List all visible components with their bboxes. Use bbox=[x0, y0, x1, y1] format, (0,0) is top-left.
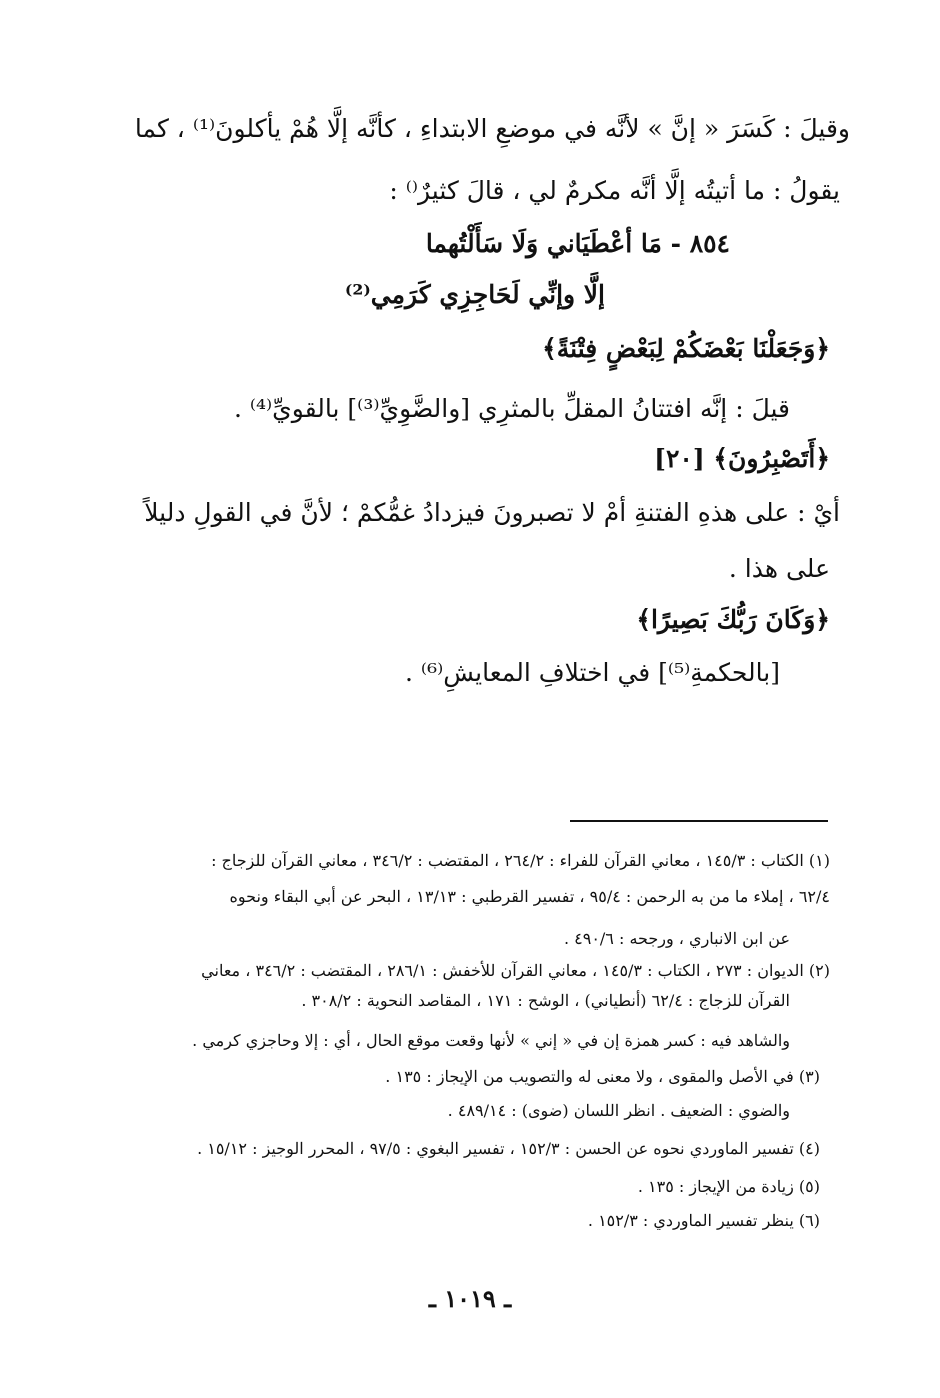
footnote-line-6: والشاهد فيه : كسر همزة إن في « إني » لأنها وقعت موقع الحال ، أي : إلا وحاجزي كرمي . bbox=[192, 1031, 790, 1050]
footnote-separator bbox=[570, 820, 828, 822]
page-number: ـ ١٠١٩ ـ bbox=[428, 1284, 512, 1313]
poem-line-2: إلَّا وإنِّي لَحَاجِزِي كَرَمِي⁽²⁾ bbox=[344, 280, 605, 309]
body-line-1: وقيلَ : كَسَرَ « إنَّ » لأنَّه في موضعِ الابتداءِ ، كأنَّه إلَّا هُمْ يأكلونَ⁽¹⁾ ، كما bbox=[134, 114, 850, 143]
footnote-line-5: القرآن للزجاج : ٦٢/٤ (أنطياني) ، الوشح : ١٧١ ، المقاصد النحوية : ٣٠٨/٢ . bbox=[301, 991, 790, 1010]
footnote-line-8: والضوي : الضعيف . انظر اللسان (ضوى) : ٤٨٩/١٤ . bbox=[447, 1101, 790, 1120]
footnote-line-7: (٣) في الأصل والمقوى ، ولا معنى له والتصويب من الإيجاز : ١٣٥ . bbox=[385, 1067, 820, 1086]
quran-verse-2: ﴿أَتَصْبِرُونَ﴾ [٢٠] bbox=[654, 444, 830, 473]
footnote-line-3: عن ابن الانباري ، ورجحه : ٤٩٠/٦ . bbox=[563, 929, 790, 948]
footnote-line-1: (١) الكتاب : ١٤٥/٣ ، معاني القرآن للفراء : ٢٦٤/٢ ، المقتضب : ٣٤٦/٢ ، معاني القرآن للزجاج : bbox=[211, 851, 830, 870]
poem-line-1: ٨٥٤ - مَا أعْطَيَاني وَلَا سَأَلْتُهما bbox=[425, 229, 730, 258]
quran-verse-3: ﴿وَكَانَ رَبُّكَ بَصِيرًا﴾ bbox=[636, 605, 830, 634]
footnote-line-10: (٥) زيادة من الإيجاز : ١٣٥ . bbox=[637, 1177, 820, 1196]
footnote-line-2: ٦٢/٤ ، إملاء ما من به الرحمن : ٩٥/٤ ، تفسير القرطبي : ١٣/١٣ ، البحر عن أبي البقاء ونحوه bbox=[229, 887, 830, 906]
quran-verse-1: ﴿وَجَعَلْنَا بَعْضَكُمْ لِبَعْضٍ فِتْنَةً﴾ bbox=[542, 334, 830, 363]
body-line-3: قيلَ : إنَّه افتتانُ المقلِّ بالمثرِي [والضَّوِيِّ⁽³⁾] بالقويِّ⁽⁴⁾ . bbox=[233, 394, 790, 423]
body-line-6: [بالحكمةِ⁽⁵⁾] في اختلافِ المعايشِ⁽⁶⁾ . bbox=[405, 658, 780, 687]
body-line-2: يقولُ : ما أتيتُه إلَّا أنَّه مكرمٌ لي ، قالَ كثيرٌ⁽⁾ : bbox=[389, 176, 840, 205]
body-line-4: أيْ : على هذهِ الفتنةِ أمْ لا تصبرونَ فيزدادُ غمُّكمْ ؛ لأنَّ في القولِ دليلاً bbox=[144, 498, 840, 527]
footnote-line-4: (٢) الديوان : ٢٧٣ ، الكتاب : ١٤٥/٣ ، معاني القرآن للأخفش : ٢٨٦/١ ، المقتضب : ٣٤٦/٢ ، معاني bbox=[201, 961, 830, 980]
footnote-line-11: (٦) ينظر تفسير الماوردي : ١٥٢/٣ . bbox=[587, 1211, 820, 1230]
body-line-5: على هذا . bbox=[728, 554, 830, 583]
footnote-line-9: (٤) تفسير الماوردي نحوه عن الحسن : ١٥٢/٣ ، تفسير البغوي : ٩٧/٥ ، المحرر الوجيز : ١٥/١٢ . bbox=[197, 1139, 820, 1158]
